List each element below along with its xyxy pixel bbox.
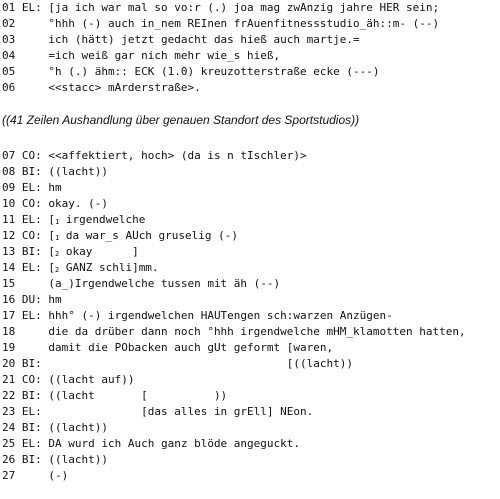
speaker-label (22, 33, 49, 46)
transcript-line (2, 436, 300, 452)
speaker-label: BI: (21, 165, 49, 178)
line-number: 27 (2, 469, 22, 482)
line-number: 12 (2, 229, 22, 242)
speaker-label (22, 277, 49, 290)
transcript-line (2, 308, 393, 324)
speaker-label: CO: (21, 149, 49, 162)
transcript-line (2, 420, 108, 436)
transcript-line (2, 164, 108, 180)
utterance-text: [$_1$ irgendwelche (48, 213, 146, 226)
speaker-label (22, 65, 49, 78)
line-number: 08 (2, 165, 22, 178)
speaker-label: BI: (21, 389, 49, 402)
line-number: 02 (2, 17, 22, 30)
line-number: 05 (2, 65, 22, 78)
utterance-text: ((lacht [ )) (48, 389, 228, 402)
transcript-line (2, 48, 280, 64)
line-number: 06 (2, 81, 22, 94)
line-number: 15 (2, 277, 22, 290)
transcript-document (2, 0, 498, 499)
line-number: 03 (2, 33, 22, 46)
transcript-line (2, 180, 62, 196)
speaker-label: EL: (21, 181, 49, 194)
line-number: 26 (2, 453, 22, 466)
utterance-text: [$_2$ GANZ schli]mm. (48, 261, 159, 274)
line-number: 17 (2, 309, 22, 322)
utterance-text: [$_2$ okay ] (48, 245, 139, 258)
speaker-label (22, 49, 49, 62)
speaker-label: EL: (21, 1, 49, 14)
utterance-text: hhh° (-) irgendwelchen HAUTengen sch:warzen Anzügen- (48, 309, 393, 322)
utterance-text: hm (48, 181, 62, 194)
transcript-line (2, 388, 227, 404)
transcript-line (2, 404, 313, 420)
speaker-label (22, 81, 49, 94)
speaker-label: BI: (21, 357, 49, 370)
utterance-text: <<stacc> mArderstraße>. (48, 81, 201, 94)
utterance-text: ((lacht)) (48, 165, 108, 178)
speaker-label: EL: (21, 213, 49, 226)
utterance-text: [ja ich war mal so vo:r (.) joa mag zwAnzig jahre HER sein; (48, 1, 440, 14)
utterance-text: <<affektiert, hoch> (da is n tIschler)> (48, 149, 307, 162)
speaker-label (22, 469, 49, 482)
line-number: 20 (2, 357, 22, 370)
transcript-line (2, 452, 108, 468)
utterance-text: ((lacht)) (48, 421, 108, 434)
speaker-label: BI: (21, 453, 49, 466)
transcript-line (2, 468, 68, 484)
transcript-line (2, 356, 353, 372)
transcript-line (2, 64, 380, 80)
speaker-label: BI: (21, 245, 49, 258)
transcript-line (2, 0, 439, 16)
transcript-line (2, 340, 333, 356)
utterance-text: =ich weiß gar nich mehr wie_s hieß, (48, 49, 281, 62)
utterance-text: (a_)Irgendwelche tussen mit äh (--) (48, 277, 281, 290)
speaker-label: CO: (21, 229, 49, 242)
utterance-text: DA wurd ich Auch ganz blöde angeguckt. (48, 437, 301, 450)
line-number: 11 (2, 213, 22, 226)
line-number: 23 (2, 405, 22, 418)
transcript-line (2, 16, 439, 32)
speaker-label: EL: (21, 261, 49, 274)
line-number: 21 (2, 373, 22, 386)
speaker-label: CO: (21, 197, 49, 210)
speaker-label: EL: (21, 405, 49, 418)
transcript-line (2, 292, 62, 308)
transcript-line (2, 372, 134, 388)
omission-note: ((41 Zeilen Aushandlung über genauen Standort des Sportstudios)) (2, 113, 360, 127)
utterance-text: ich (hätt) jetzt gedacht das hieß auch martje.= (48, 33, 360, 46)
line-number: 09 (2, 181, 22, 194)
utterance-text: [$_1$ da war_s AUch gruselig (-) (48, 229, 239, 242)
speaker-label: DU: (21, 293, 49, 306)
transcript-line (2, 32, 360, 48)
speaker-label (22, 325, 49, 338)
speaker-label (22, 17, 49, 30)
utterance-text: °h (.) ähm:: ECK (1.0) kreuzotterstraße ecke (---) (48, 65, 380, 78)
line-number: 01 (2, 1, 22, 14)
utterance-text: hm (48, 293, 62, 306)
transcript-line (2, 212, 145, 228)
transcript-line (2, 196, 108, 212)
speaker-label (22, 341, 49, 354)
utterance-text: (-) (48, 469, 69, 482)
line-number: 25 (2, 437, 22, 450)
line-number: 14 (2, 261, 22, 274)
utterance-text: ((lacht auf)) (48, 373, 135, 386)
transcript-line (2, 260, 159, 276)
line-number: 13 (2, 245, 22, 258)
line-number: 04 (2, 49, 22, 62)
speaker-label: EL: (21, 437, 49, 450)
speaker-label: EL: (21, 309, 49, 322)
transcript-line (2, 80, 201, 96)
transcript-line (2, 148, 307, 164)
utterance-text: okay. (-) (48, 197, 108, 210)
line-number: 18 (2, 325, 22, 338)
utterance-text: die da drüber dann noch °hhh irgendwelche mHM_klamotten hatten, (48, 325, 466, 338)
speaker-label: BI: (21, 421, 49, 434)
utterance-text: ((lacht)) (48, 453, 108, 466)
line-number: 10 (2, 197, 22, 210)
line-number: 19 (2, 341, 22, 354)
transcript-line (2, 244, 139, 260)
line-number: 22 (2, 389, 22, 402)
transcript-line (2, 228, 238, 244)
utterance-text: °hhh (-) auch in_nem REInen frAuenfitnessstudio_äh::m- (--) (48, 17, 440, 30)
transcript-line (2, 324, 466, 340)
line-number: 07 (2, 149, 22, 162)
speaker-label: CO: (21, 373, 49, 386)
transcript-line (2, 276, 280, 292)
line-number: 24 (2, 421, 22, 434)
line-number: 16 (2, 293, 22, 306)
utterance-text: [((lacht)) (48, 357, 354, 370)
utterance-text: [das alles in grEll] NEon. (48, 405, 314, 418)
utterance-text: damit die PObacken auch gUt geformt [waren, (48, 341, 334, 354)
